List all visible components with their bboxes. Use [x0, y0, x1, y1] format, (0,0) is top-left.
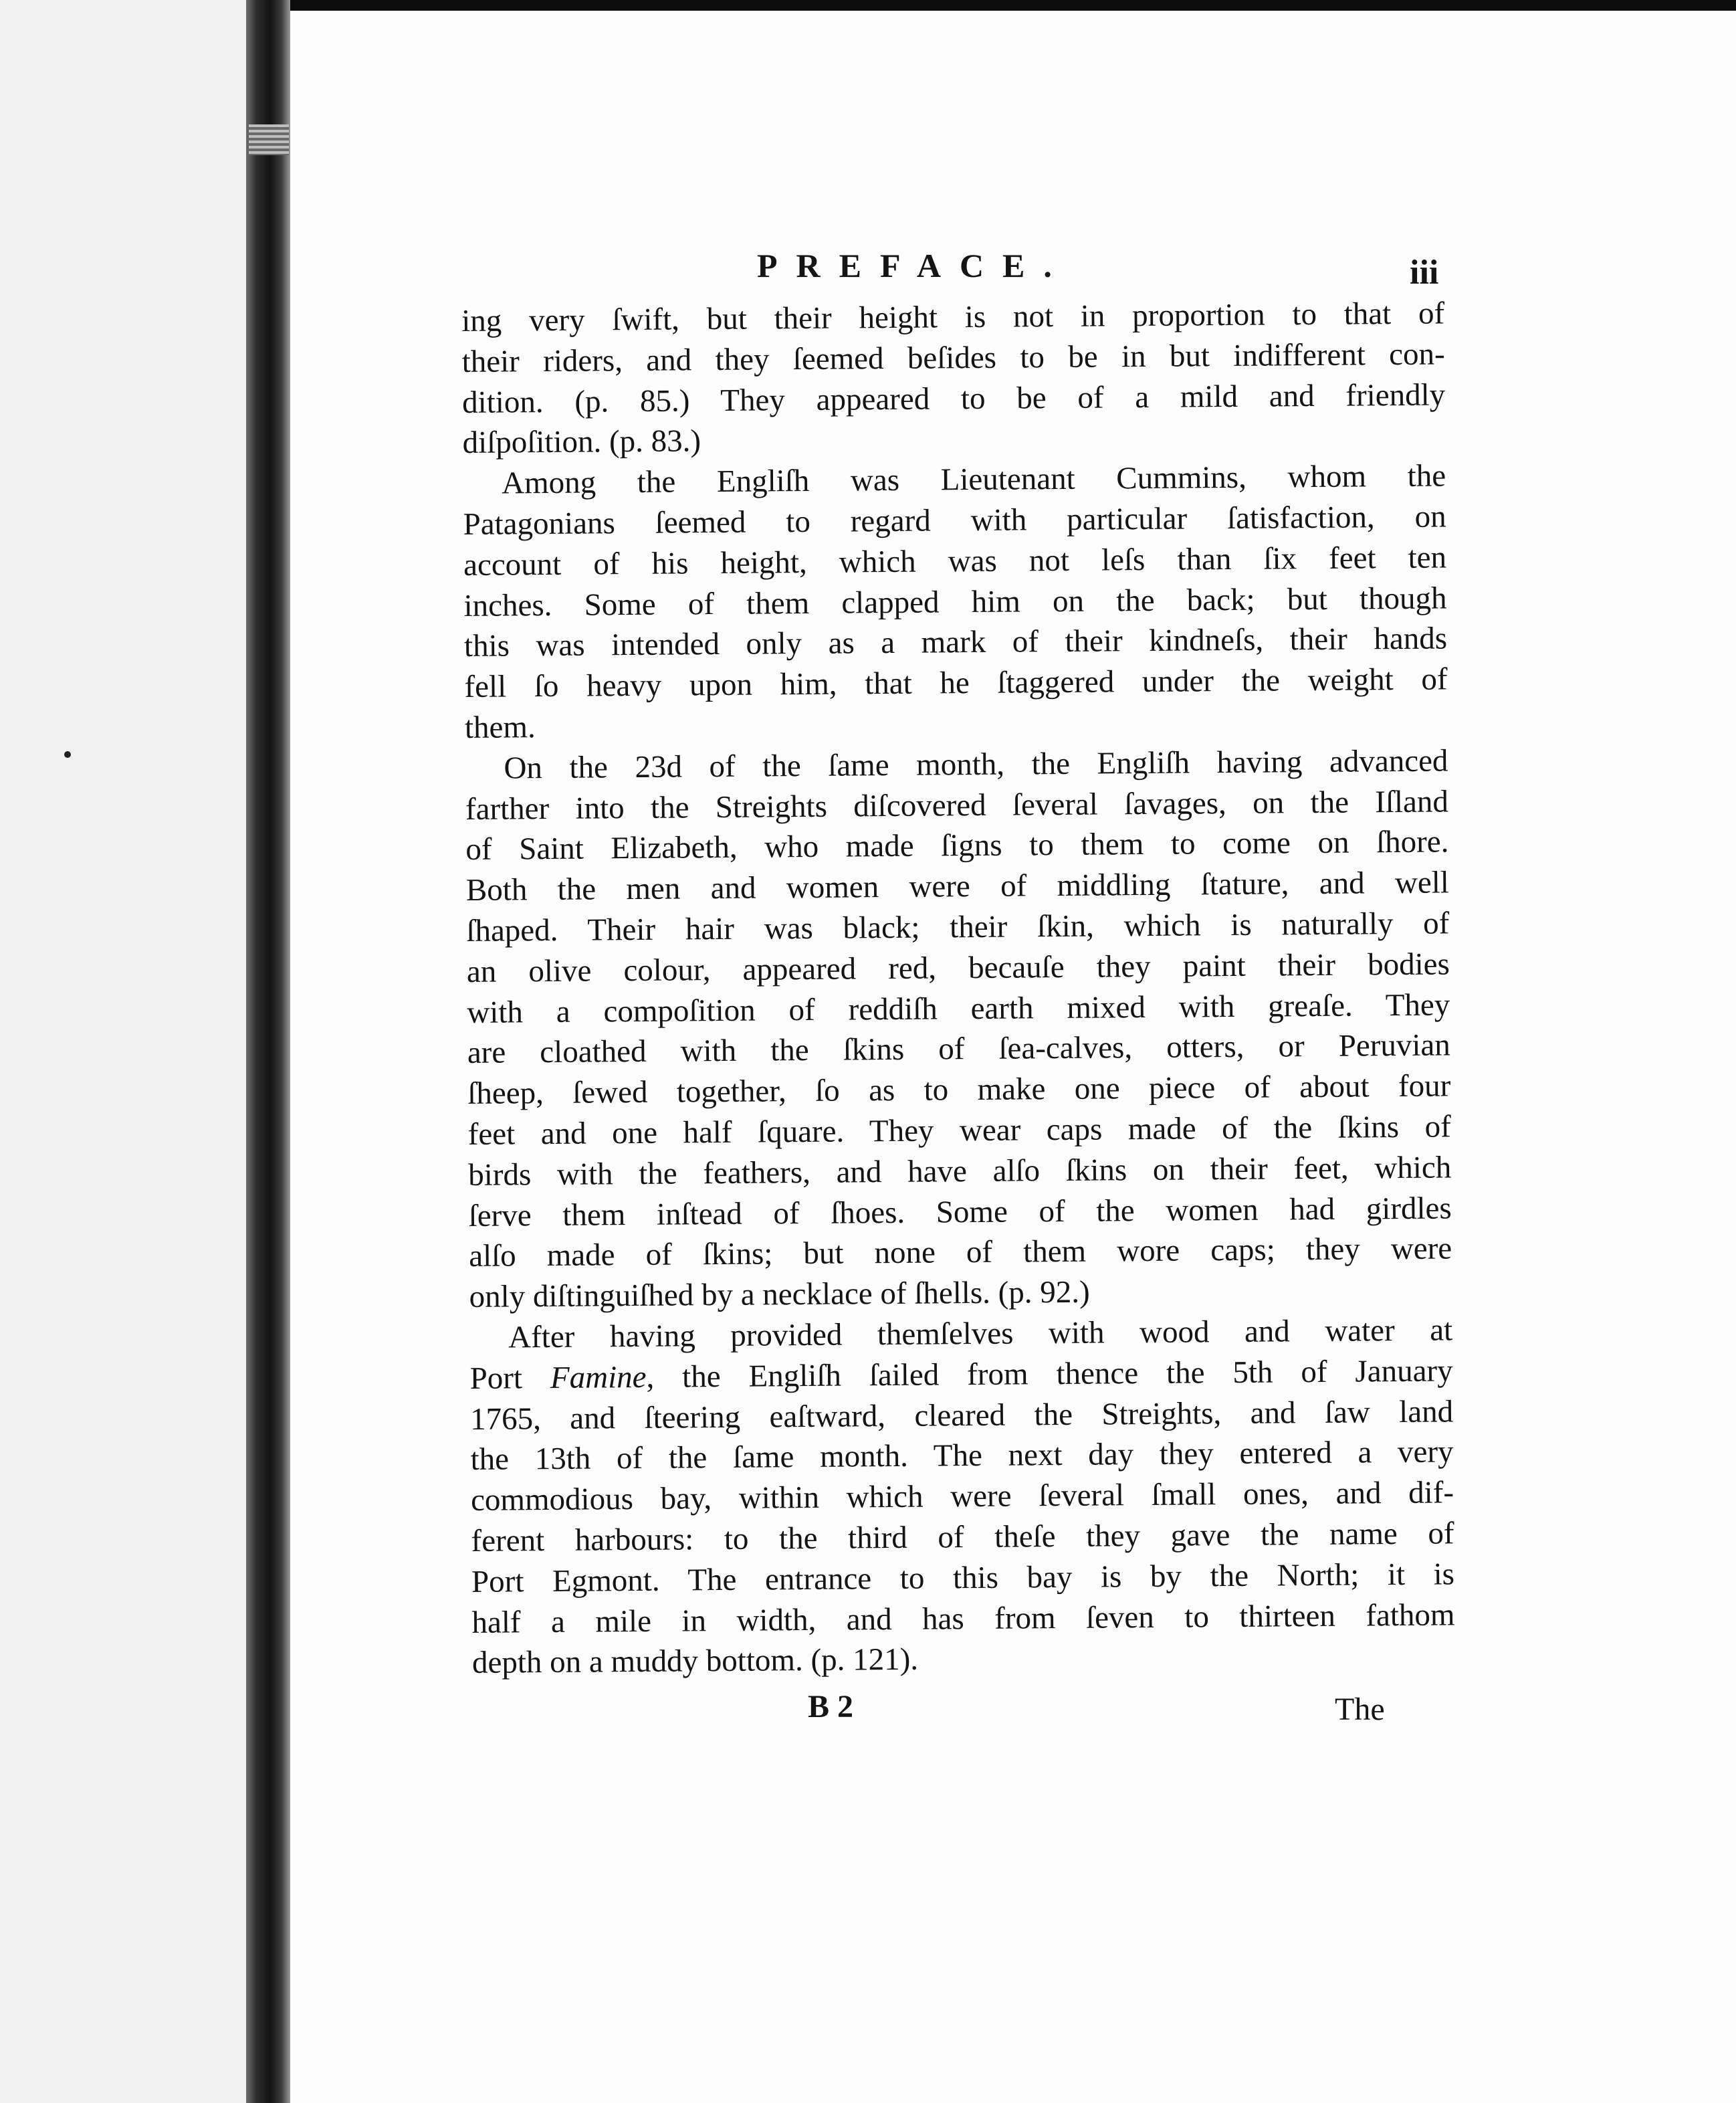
text-line: ſheep, ſewed together, ſo as to make one piece of about four	[467, 1068, 1451, 1112]
text-line: 1765, and ſteering eaſtward, cleared the Streights, and ſaw land	[469, 1393, 1454, 1437]
body-text	[461, 293, 1455, 1684]
paragraph-start-line: After having provided themſelves with wood and water at	[508, 1312, 1453, 1355]
text-line: Both the men and women were of middling ſtature, and well	[465, 865, 1450, 908]
page-number: iii	[1410, 254, 1439, 292]
text-line: their riders, and they ſeemed beſides to be in but indifferent con-	[461, 336, 1445, 379]
text-line: are cloathed with the ſkins of ſea-calves, otters, or Peruvian	[467, 1027, 1450, 1071]
text-line: this was intended only as a mark of their kindneſs, their hands	[463, 621, 1448, 664]
text-line: half a mile in width, and has from ſeven to thirteen fathom	[471, 1597, 1455, 1640]
paragraph-start-line: On the 23d of the ſame month, the Engliſh having advanced	[504, 743, 1448, 786]
text-line: alſo made of ſkins; but none of them wore caps; they were	[469, 1231, 1452, 1274]
text-line: ferent harbours: to the third of theſe they gave the name of	[471, 1516, 1454, 1559]
signature-mark: B 2	[808, 1689, 854, 1724]
text-line: ſerve them inſtead of ſhoes. Some of the women had girdles	[468, 1190, 1452, 1233]
text-line: dition. (p. 85.) They appeared to be of a mild and friendly	[461, 377, 1446, 420]
catchword: The	[1335, 1692, 1385, 1727]
text-line: only diſtinguiſhed by a necklace of ſhells. (p. 92.)	[469, 1274, 1090, 1315]
text-line: depth on a muddy bottom. (p. 121).	[471, 1641, 919, 1681]
stray-ink-dot	[64, 751, 71, 758]
scan-edge-top	[241, 0, 1736, 11]
text-line: Port Famine, the Engliſh ſailed from thence the 5th of January	[469, 1353, 1453, 1396]
text-line: ſhaped. Their hair was black; their ſkin, which is naturally of	[466, 906, 1450, 948]
text-line: account of his height, which was not leſs than ſix feet ten	[463, 540, 1447, 583]
text-line: farther into the Streights diſcovered ſeveral ſavages, on the Iſland	[465, 783, 1449, 827]
text-line: ing very ſwift, but their height is not in proportion to that of	[461, 296, 1445, 338]
text-line: commodious bay, within which were ſeveral ſmall ones, and dif-	[470, 1475, 1454, 1518]
text-line: of Saint Elizabeth, who made ſigns to them to come on ſhore.	[465, 824, 1449, 868]
text-line: Port Egmont. The entrance to this bay is by the North; it is	[471, 1557, 1455, 1599]
text-line: an olive colour, appeared red, becauſe they paint their bodies	[466, 946, 1450, 989]
text-line: with a compoſition of reddiſh earth mixed with greaſe. They	[467, 987, 1450, 1030]
text-line: diſpoſition. (p. 83.)	[462, 423, 701, 461]
text-line: birds with the feathers, and have alſo ſkins on their feet, which	[468, 1150, 1452, 1193]
text-line: feet and one half ſquare. They wear caps made of the ſkins of	[467, 1109, 1451, 1152]
text-line: inches. Some of them clapped him on the back; but though	[463, 581, 1447, 623]
binding-label-mark	[249, 124, 289, 155]
text-line: them.	[464, 710, 536, 745]
paragraph-start-line: Among the Engliſh was Lieutenant Cummins, whom the	[501, 458, 1446, 501]
running-header-title: PREFACE.	[757, 247, 1071, 284]
left-scan-margin	[0, 0, 246, 2103]
text-line: Patagonians ſeemed to regard with particular ſatisfaction, on	[463, 499, 1446, 542]
text-line: the 13th of the ſame month. The next day they entered a very	[470, 1434, 1454, 1478]
book-binding-shadow	[246, 0, 290, 2103]
text-line: fell ſo heavy upon him, that he ſtaggered under the weight of	[464, 662, 1448, 705]
